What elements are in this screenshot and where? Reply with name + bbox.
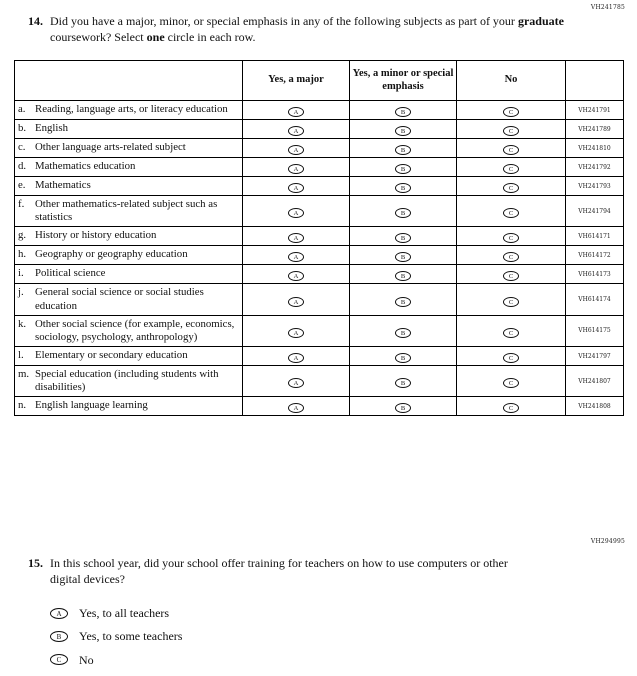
answer-oval-major[interactable]: A	[288, 297, 304, 307]
table-row	[15, 347, 624, 366]
answer-oval-no[interactable]: C	[503, 183, 519, 193]
answer-oval-major[interactable]: A	[288, 164, 304, 174]
row-label	[18, 399, 239, 412]
answer-oval-minor-or-special[interactable]: B	[395, 328, 411, 338]
row-label-cell	[15, 347, 243, 366]
row-label-text: Mathematics	[35, 179, 91, 191]
form-code-q15: VH294995	[590, 538, 625, 545]
answer-oval-minor-or-special[interactable]: B	[395, 208, 411, 218]
answer-oval-no[interactable]: C	[503, 164, 519, 174]
q14-table-body	[15, 101, 624, 416]
row-label-cell	[15, 177, 243, 196]
table-row	[15, 246, 624, 265]
row-label-cell	[15, 265, 243, 284]
header-empty-code-cell	[566, 61, 624, 101]
row-label-text: Geography or geography education	[35, 248, 188, 261]
row-code: VH614175	[566, 315, 624, 346]
answer-oval-no[interactable]: C	[503, 208, 519, 218]
row-label	[18, 267, 239, 280]
table-row	[15, 177, 624, 196]
row-label	[18, 179, 239, 192]
answer-cell-minor-or-special	[350, 158, 457, 177]
table-row	[15, 196, 624, 227]
answer-oval-minor-or-special[interactable]: B	[395, 107, 411, 117]
row-label-cell	[15, 158, 243, 177]
answer-cell-no	[457, 366, 566, 397]
answer-cell-no	[457, 196, 566, 227]
q14-answer-table	[14, 60, 624, 416]
row-label	[18, 103, 239, 116]
row-label	[18, 229, 239, 242]
row-code: VH614171	[566, 227, 624, 246]
row-label-cell	[15, 284, 243, 315]
table-header-row	[15, 61, 624, 101]
answer-cell-minor-or-special	[350, 315, 457, 346]
q14-number: 14.	[28, 14, 43, 28]
answer-oval-no[interactable]: C	[503, 107, 519, 117]
q15-option-oval[interactable]: A	[50, 608, 68, 619]
answer-oval-major[interactable]: A	[288, 378, 304, 388]
row-letter: j.	[18, 286, 24, 299]
answer-oval-minor-or-special[interactable]: B	[395, 403, 411, 413]
answer-oval-major[interactable]: A	[288, 107, 304, 117]
q15-option	[50, 606, 182, 620]
table-row	[15, 139, 624, 158]
answer-cell-major	[243, 158, 350, 177]
table-row	[15, 397, 624, 416]
row-label-cell	[15, 315, 243, 346]
row-code: VH614174	[566, 284, 624, 315]
table-row	[15, 101, 624, 120]
answer-oval-major[interactable]: A	[288, 271, 304, 281]
row-label-text: Other social science (for example, economics, sociology, psychology, anthropology)	[35, 317, 235, 343]
header-no: No	[457, 61, 566, 101]
row-label-cell	[15, 397, 243, 416]
row-code: VH241808	[566, 397, 624, 416]
answer-cell-no	[457, 120, 566, 139]
row-label	[18, 198, 239, 224]
row-letter: i.	[18, 267, 24, 280]
answer-cell-major	[243, 139, 350, 158]
row-label	[18, 368, 239, 394]
row-label-cell	[15, 246, 243, 265]
row-letter: n.	[18, 399, 27, 412]
answer-cell-no	[457, 397, 566, 416]
answer-cell-no	[457, 158, 566, 177]
answer-cell-major	[243, 227, 350, 246]
answer-oval-minor-or-special[interactable]: B	[395, 233, 411, 243]
row-code: VH241789	[566, 120, 624, 139]
row-label-text: Political science	[35, 267, 106, 280]
answer-oval-minor-or-special[interactable]: B	[395, 353, 411, 363]
answer-cell-major	[243, 315, 350, 346]
form-code-q14: VH241785	[590, 4, 625, 11]
answer-oval-no[interactable]: C	[503, 271, 519, 281]
table-row	[15, 284, 624, 315]
answer-cell-major	[243, 196, 350, 227]
answer-cell-minor-or-special	[350, 101, 457, 120]
answer-cell-major	[243, 246, 350, 265]
row-letter: k.	[18, 317, 27, 330]
q15-option	[50, 653, 182, 667]
answer-oval-no[interactable]: C	[503, 233, 519, 243]
answer-cell-minor-or-special	[350, 139, 457, 158]
row-code: VH614172	[566, 246, 624, 265]
header-empty-label-cell	[15, 61, 243, 101]
answer-cell-no	[457, 227, 566, 246]
table-row	[15, 265, 624, 284]
row-letter: l.	[18, 349, 24, 362]
answer-oval-no[interactable]: C	[503, 297, 519, 307]
q15-options	[50, 606, 182, 676]
row-label-text: Reading, language arts, or literacy education	[35, 103, 228, 115]
row-letter: c.	[18, 141, 26, 153]
table-row	[15, 366, 624, 397]
answer-oval-major[interactable]: A	[288, 403, 304, 413]
answer-cell-minor-or-special	[350, 284, 457, 315]
row-label-text: Special education (including students with disabilities)	[35, 368, 219, 394]
answer-cell-no	[457, 265, 566, 284]
answer-cell-no	[457, 101, 566, 120]
answer-cell-minor-or-special	[350, 265, 457, 284]
answer-cell-major	[243, 265, 350, 284]
row-label-cell	[15, 139, 243, 158]
row-code: VH241791	[566, 101, 624, 120]
header-yes-major: Yes, a major	[243, 61, 350, 101]
row-letter: a.	[18, 103, 26, 115]
q15-option-oval[interactable]: C	[50, 654, 68, 665]
row-label	[18, 286, 239, 312]
q15-option-label: No	[79, 652, 94, 667]
q14-text-part3: circle in each row.	[164, 29, 256, 44]
answer-cell-minor-or-special	[350, 347, 457, 366]
row-label-text: Mathematics education	[35, 160, 136, 172]
row-label	[18, 141, 239, 154]
answer-oval-no[interactable]: C	[503, 252, 519, 262]
answer-oval-no[interactable]: C	[503, 145, 519, 155]
table-row	[15, 158, 624, 177]
answer-oval-minor-or-special[interactable]: B	[395, 164, 411, 174]
row-label	[18, 349, 239, 362]
answer-oval-minor-or-special[interactable]: B	[395, 145, 411, 155]
row-code: VH241810	[566, 139, 624, 158]
answer-oval-major[interactable]: A	[288, 252, 304, 262]
q14-text	[50, 14, 594, 45]
answer-cell-minor-or-special	[350, 246, 457, 265]
answer-oval-major[interactable]: A	[288, 208, 304, 218]
answer-oval-minor-or-special[interactable]: B	[395, 183, 411, 193]
q15-number: 15.	[28, 556, 43, 570]
answer-oval-no[interactable]: C	[503, 403, 519, 413]
table-row	[15, 315, 624, 346]
answer-oval-major[interactable]: A	[288, 233, 304, 243]
row-label	[18, 318, 239, 344]
row-letter: m.	[18, 368, 30, 381]
answer-cell-minor-or-special	[350, 177, 457, 196]
answer-cell-major	[243, 177, 350, 196]
q15-option-oval[interactable]: B	[50, 631, 68, 642]
row-label-text: General social science or social studies education	[35, 286, 204, 312]
row-code: VH241794	[566, 196, 624, 227]
answer-oval-minor-or-special[interactable]: B	[395, 271, 411, 281]
row-label	[18, 122, 239, 135]
answer-oval-no[interactable]: C	[503, 126, 519, 136]
answer-cell-major	[243, 101, 350, 120]
answer-cell-no	[457, 284, 566, 315]
row-label-text: Other mathematics-related subject such as statistics	[35, 198, 218, 224]
q15-text: In this school year, did your school offer training for teachers on how to use computers or other digital devices?	[50, 556, 508, 586]
answer-cell-no	[457, 347, 566, 366]
row-code: VH241792	[566, 158, 624, 177]
row-label-cell	[15, 366, 243, 397]
row-letter: h.	[18, 248, 27, 261]
answer-cell-major	[243, 120, 350, 139]
row-code: VH614173	[566, 265, 624, 284]
answer-cell-no	[457, 177, 566, 196]
answer-oval-no[interactable]: C	[503, 378, 519, 388]
answer-oval-minor-or-special[interactable]: B	[395, 252, 411, 262]
row-letter: b.	[18, 122, 27, 134]
answer-cell-no	[457, 315, 566, 346]
answer-cell-minor-or-special	[350, 196, 457, 227]
answer-oval-minor-or-special[interactable]: B	[395, 378, 411, 388]
row-letter: g.	[18, 229, 27, 242]
row-code: VH241793	[566, 177, 624, 196]
row-label-text: History or history education	[35, 229, 157, 242]
answer-cell-major	[243, 366, 350, 397]
table-row	[15, 120, 624, 139]
question-14	[28, 14, 594, 45]
q15-option	[50, 629, 182, 643]
answer-cell-major	[243, 284, 350, 315]
row-label-cell	[15, 120, 243, 139]
row-label-text: Other language arts-related subject	[35, 141, 186, 153]
row-label-text: English	[35, 122, 68, 134]
row-letter: f.	[18, 198, 25, 210]
answer-oval-minor-or-special[interactable]: B	[395, 297, 411, 307]
header-yes-minor: Yes, a minor or special emphasis	[350, 61, 457, 101]
row-letter: d.	[18, 160, 27, 172]
answer-oval-minor-or-special[interactable]: B	[395, 126, 411, 136]
answer-cell-major	[243, 397, 350, 416]
answer-cell-minor-or-special	[350, 120, 457, 139]
question-15	[28, 556, 568, 587]
answer-oval-major[interactable]: A	[288, 353, 304, 363]
row-code: VH241797	[566, 347, 624, 366]
table-row	[15, 227, 624, 246]
answer-cell-minor-or-special	[350, 227, 457, 246]
row-label	[18, 248, 239, 261]
q14-text-bold-one: one	[146, 29, 165, 44]
answer-cell-minor-or-special	[350, 397, 457, 416]
row-label	[18, 160, 239, 173]
row-label-cell	[15, 196, 243, 227]
answer-oval-major[interactable]: A	[288, 328, 304, 338]
q14-text-bold-graduate: graduate	[517, 14, 564, 28]
answer-oval-major[interactable]: A	[288, 126, 304, 136]
answer-oval-major[interactable]: A	[288, 183, 304, 193]
answer-oval-no[interactable]: C	[503, 328, 519, 338]
answer-oval-no[interactable]: C	[503, 353, 519, 363]
row-label-text: Elementary or secondary education	[35, 349, 188, 362]
row-label-cell	[15, 101, 243, 120]
row-label-cell	[15, 227, 243, 246]
answer-cell-no	[457, 246, 566, 265]
answer-cell-minor-or-special	[350, 366, 457, 397]
answer-oval-major[interactable]: A	[288, 145, 304, 155]
q14-text-part2: coursework? Select	[50, 29, 147, 44]
q15-option-label: Yes, to all teachers	[79, 606, 170, 620]
answer-cell-no	[457, 139, 566, 158]
answer-cell-major	[243, 347, 350, 366]
q15-option-label: Yes, to some teachers	[79, 629, 183, 644]
q14-text-part1: Did you have a major, minor, or special emphasis in any of the following subjects as part of your	[50, 14, 518, 28]
row-letter: e.	[18, 179, 26, 191]
row-label-text: English language learning	[35, 399, 148, 412]
row-code: VH241807	[566, 366, 624, 397]
